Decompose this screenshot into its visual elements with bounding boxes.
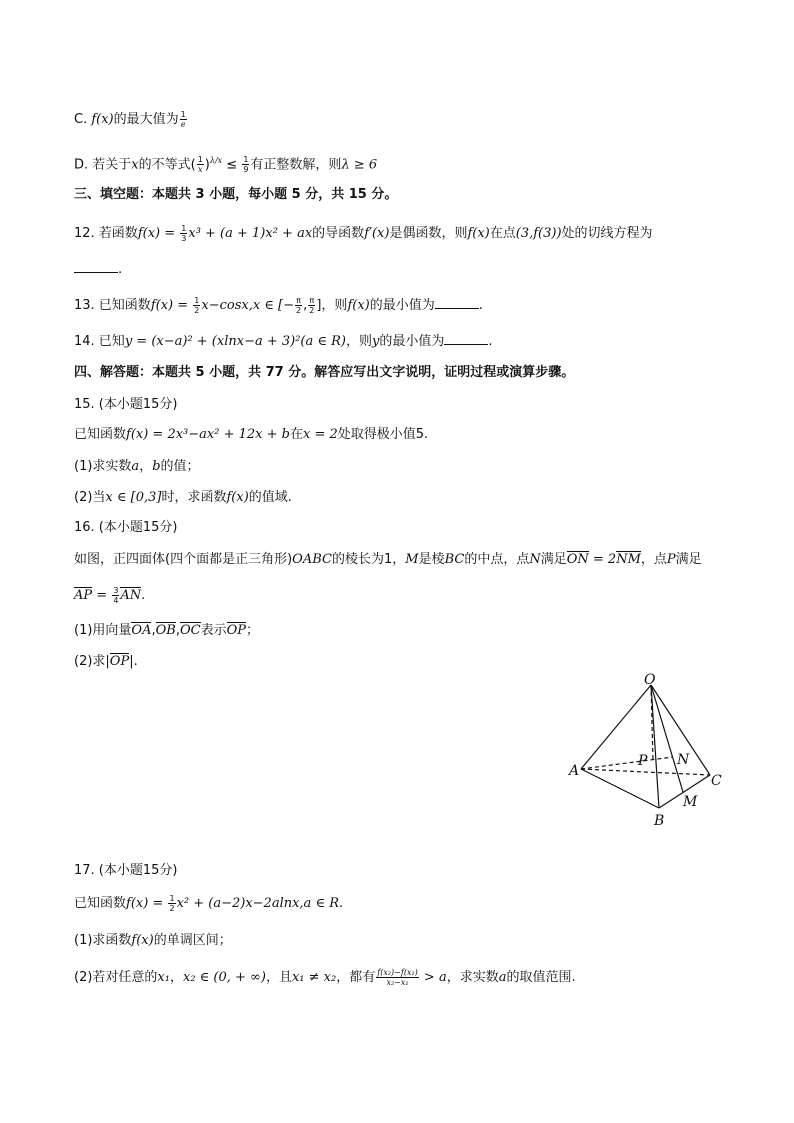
exponent: λ/x [209,156,223,165]
edge-OB [651,685,659,808]
text: 的最小值为 [379,334,445,349]
text: 满足 [540,552,567,567]
text: |. [129,654,138,669]
math-cond: λ ≥ 6 [341,157,378,173]
math: x−cosx,x ∈ [− [201,298,295,313]
math: a [131,459,140,474]
numerator: π [296,296,301,305]
text: 是棱 [418,552,445,567]
denominator: x [197,165,203,175]
denominator: 4 [113,596,119,605]
text: 的最小值为 [369,298,435,313]
text: ，都有 [336,970,376,985]
label-M: M [683,794,698,810]
math: OABC [292,552,332,567]
vector: OP [109,654,130,669]
answer-blank[interactable] [435,296,479,309]
segment-OM [651,685,683,792]
numerator: π [309,296,315,305]
text: . [339,896,344,911]
q15-header: 15. (本小题15分) [74,397,178,412]
label-O: O [644,672,656,688]
math: f(x) = [150,298,193,313]
text: ， [169,970,183,985]
segment-AN-hidden [581,757,673,769]
q15-statement [74,426,428,444]
text: ，则 [346,334,373,349]
numerator: 1 [194,296,200,305]
math: f(x) = 2x³−ax² + 12x + b [126,427,290,442]
text: (1)求实数 [74,459,132,474]
math: f(x) [226,490,249,505]
text: 是偶函数，则 [389,226,468,241]
text: (2)若对任意的 [74,970,158,985]
text: 的取值范围. [506,970,576,985]
text: 表示 [200,623,227,638]
text: ； [246,623,260,638]
text: . [488,334,493,349]
text: 的导函数 [312,226,365,241]
q17-header: 17. (本小题15分) [74,863,178,878]
vector: OP [226,623,246,638]
text: 在 [289,427,303,442]
denominator: 2 [309,306,315,315]
text: 如图，正四面体(四个面都是正三角形) [74,552,293,567]
answer-blank[interactable] [444,332,488,345]
math: M [405,552,419,567]
label-P: P [638,753,648,769]
text: 处的切线方程为 [561,226,653,241]
vector: OA [131,623,152,638]
q15-part2 [74,489,292,507]
math: y [372,334,380,349]
fraction [376,968,419,987]
answer-blank[interactable] [74,260,118,273]
text: 满足 [675,552,702,567]
text: 已知函数 [74,427,127,442]
q16-part2 [74,653,138,671]
numerator: f(x₂)−f(x₁) [377,968,418,977]
denominator: e [180,120,186,129]
text: (2)求| [74,654,110,669]
text: 的最大值为 [113,112,179,127]
math: = 2 [588,552,617,567]
math: a [498,970,507,985]
vector: AP [74,588,93,603]
text: ，点 [640,552,667,567]
q11-option-c [74,110,188,129]
q16-statement [74,551,702,569]
math: x³ + (a + 1)x² + ax [188,226,313,241]
math: f(x) [467,226,490,241]
math: P [666,552,676,567]
text: 12. 若函数 [74,226,138,241]
text: D. 若关于 [74,157,132,173]
vector: NM [616,552,641,567]
text: ，求实数 [446,970,499,985]
math: x₂ ∈ (0, + ∞) [182,970,266,985]
math: f′(x) [364,226,390,241]
q14-text [74,332,493,351]
section-3-title: 三、填空题：本题共 3 小题，每小题 5 分，共 15 分。 [74,187,398,202]
q12-text [74,224,653,243]
q17-part2 [74,968,576,987]
numerator: 3 [113,586,119,595]
q16-header: 16. (本小题15分) [74,520,178,535]
text: . [118,262,123,277]
q16-statement-cont [74,586,145,605]
text: . [478,298,483,313]
edge-AB [581,769,659,808]
math: > a [419,970,447,985]
math: f(x) = [126,896,168,911]
math: y = (x−a)² + (xlnx−a + 3)²(a ∈ R) [124,334,346,349]
math-var: x [131,157,139,173]
q13-text [74,296,483,315]
fraction [197,155,204,174]
fraction [295,296,302,315]
text: 处取得极小值5. [337,427,429,442]
q17-part1 [74,932,232,950]
text: 的单调区间； [153,933,232,948]
math: BC [444,552,465,567]
math: b [152,459,161,474]
denominator: 2 [296,306,302,315]
q16-part1: (1)用向量OA,OB,OC表示OP； [74,623,260,638]
q12-answer-line [74,260,122,279]
text: 的值域. [248,490,292,505]
math: x² + (a−2)x−2alnx,a ∈ R [176,896,339,911]
denominator: 2 [194,306,200,315]
text: 有正整数解，则 [250,157,342,173]
math: = [92,588,112,603]
text: ， [139,459,153,474]
text: 的中点，点 [464,552,530,567]
section-4-title: 四、解答题：本题共 5 小题，共 77 分。解答应写出文字说明，证明过程或演算步骤。 [74,365,575,380]
text: , [303,298,308,313]
numerator: 1 [180,110,186,119]
text: (1)用向量 [74,623,132,638]
fraction [308,296,315,315]
math: f(x) [131,933,154,948]
denominator: 3 [181,234,187,243]
vector: AN [120,588,142,603]
text: 的不等式( [138,157,196,173]
vector: OB [155,623,176,638]
fraction [242,155,249,174]
math: f(x) = [137,226,180,241]
numerator: 1 [169,894,175,903]
numerator: 1 [243,155,249,165]
q11-option-d [74,152,377,174]
text: 在点 [489,226,516,241]
label-A: A [569,763,580,779]
label-C: C [711,773,722,789]
option-label: C. [74,112,92,127]
tetrahedron-figure [560,672,732,832]
text: 的棱长为1， [331,552,406,567]
label-N: N [677,752,690,768]
fraction [112,586,119,605]
math: x = 2 [303,427,338,442]
text: 的值； [160,459,200,474]
text: ] [316,298,322,313]
text: ) [204,157,210,173]
fraction [180,110,187,129]
edge-AC-hidden [581,769,710,775]
fraction [168,894,175,913]
denominator: 2 [169,904,175,913]
math: x₁ [157,970,170,985]
math: N [529,552,541,567]
math-fx: f(x) [91,112,114,127]
math: f(x) [347,298,370,313]
math: x₁ ≠ x₂ [291,970,337,985]
numerator: 1 [181,224,187,233]
text: 14. 已知 [74,334,125,349]
label-B: B [654,813,665,829]
q17-statement [74,894,343,913]
text: (2)当 [74,490,106,505]
text: ，且 [265,970,292,985]
vector: ON [566,552,589,567]
numerator: 1 [197,155,203,165]
math: x ∈ [0,3] [105,490,162,505]
denominator: 9 [243,165,249,175]
vector: OC [179,623,201,638]
text: 时，求函数 [161,490,227,505]
fraction [193,296,200,315]
fraction [180,224,187,243]
text: 已知函数 [74,896,127,911]
text: ≤ [222,157,242,173]
denominator: x₂−x₁ [386,978,409,987]
text: ，则 [321,298,348,313]
text: 13. 已知函数 [74,298,151,313]
q15-part1 [74,458,200,476]
text: . [141,588,146,603]
text: (1)求函数 [74,933,132,948]
math: (3,f(3)) [515,226,562,241]
